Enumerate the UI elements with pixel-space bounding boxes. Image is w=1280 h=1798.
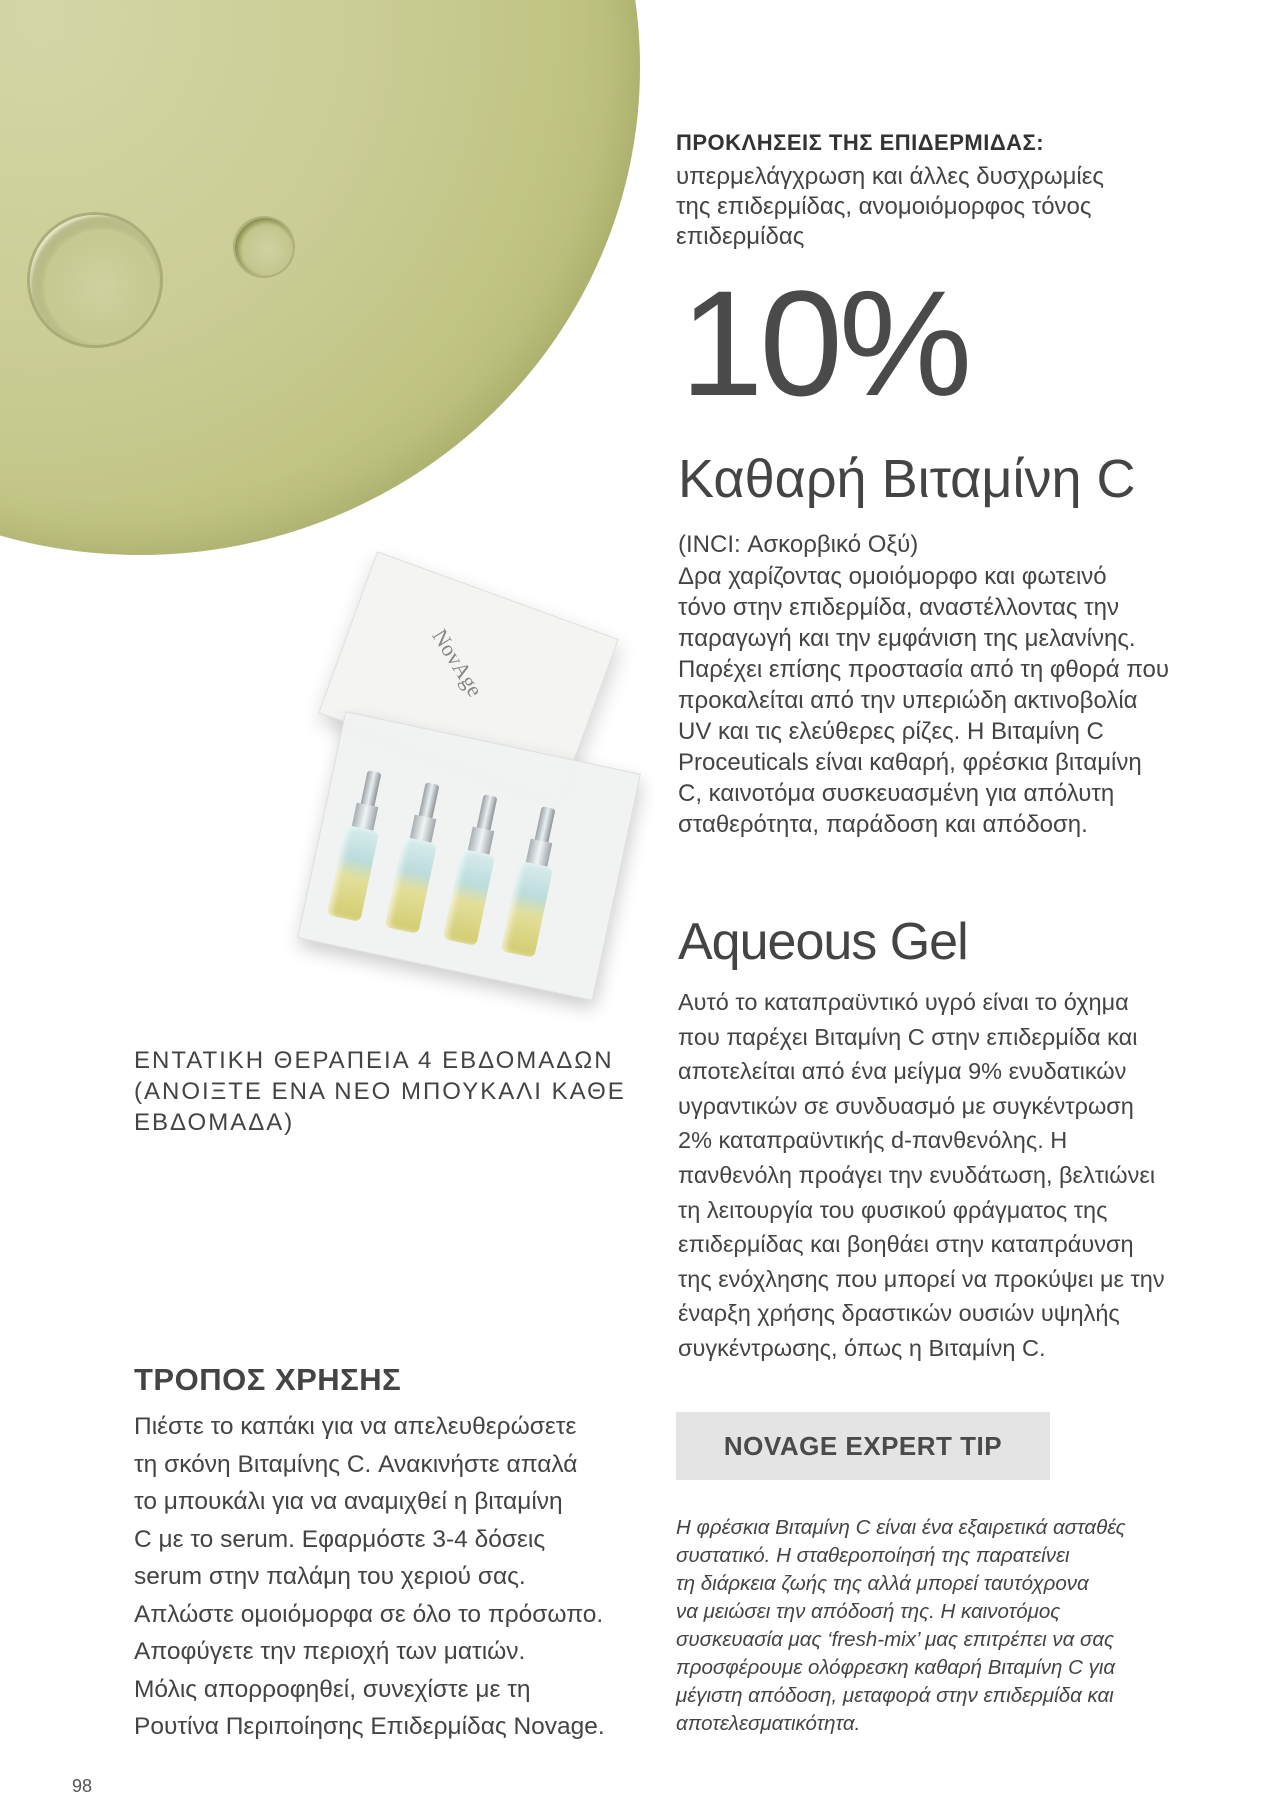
expert-tip-line: προσφέρουμε ολόφρεσκη καθαρή Βιταμίνη C για (676, 1656, 1116, 1679)
treatment-note (134, 1045, 654, 1138)
usage-line: Ρουτίνα Περιποίησης Επιδερμίδας Novage. (134, 1713, 605, 1740)
page-number: 98 (72, 1776, 93, 1796)
challenges-heading: ΠΡΟΚΛΗΣΕΙΣ ΤΗΣ ΕΠΙΔΕΡΜΙΔΑΣ: (676, 130, 1045, 155)
expert-tip-line: αποτελεσματικότητα. (676, 1712, 861, 1735)
treatment-line: (ΑΝΟΙΞΤΕ ΕΝΑ ΝΕΟ ΜΠΟΥΚΑΛΙ ΚΑΘΕ (134, 1078, 626, 1105)
aqueous-gel-line: αποτελείται από ένα μείγμα 9% ενυδατικών (678, 1058, 1127, 1085)
aqueous-gel-line: Αυτό το καταπραϋντικό υγρό είναι το όχημα (678, 989, 1129, 1015)
aqueous-gel-line: της ενόχλησης που μπορεί να προκύψει με την (678, 1265, 1165, 1292)
vitamin-c-line: Proceuticals είναι καθαρή, φρέσκια βιταμίνη (678, 749, 1142, 776)
percent-headline: 10% (680, 259, 969, 427)
treatment-line: ΕΝΤΑΤΙΚΗ ΘΕΡΑΠΕΙΑ 4 ΕΒΔΟΜΑΔΩΝ (134, 1047, 614, 1074)
challenges-line: υπερμελάγχρωση και άλλες δυσχρωμίες (676, 163, 1104, 190)
challenges-line: της επιδερμίδας, ανομοιόμορφος τόνος (676, 193, 1092, 220)
usage-line: Μόλις απορροφηθεί, συνεχίστε με τη (134, 1675, 531, 1703)
usage-line: Απλώστε ομοιόμορφα σε όλο το πρόσωπο. (134, 1600, 604, 1628)
expert-tip-box (676, 1412, 1050, 1480)
aqueous-gel-line: συγκέντρωσης, όπως η Βιταμίνη C. (678, 1334, 1046, 1361)
expert-tip-text (676, 1514, 1196, 1738)
expert-tip-line: Η φρέσκια Βιταμίνη C είναι ένα εξαιρετικά ασταθές (676, 1516, 1126, 1539)
aqueous-gel-line: που παρέχει Βιταμίνη C στην επιδερμίδα και (678, 1023, 1138, 1050)
aqueous-gel-description (678, 985, 1198, 1366)
vitamin-c-line: Δρα χαρίζοντας ομοιόμορφο και φωτεινό (678, 563, 1107, 590)
vitamin-c-line: παραγωγή και την εμφάνιση της μελανίνης. (678, 625, 1136, 652)
vitamin-c-title: Καθαρή Βιταμίνη C (678, 449, 1136, 509)
bubble-small (235, 218, 293, 276)
aqueous-gel-line: πανθενόλη προάγει την ενυδάτωση, βελτιώνει (678, 1161, 1156, 1188)
usage-heading: ΤΡΟΠΟΣ ΧΡΗΣΗΣ (134, 1362, 402, 1397)
vitamin-c-line: Παρέχει επίσης προστασία από τη φθορά που (678, 656, 1170, 683)
product-brand-logo: NovAge (427, 624, 489, 701)
aqueous-gel-line: υγραντικών σε συνδυασμό με συγκέντρωση (678, 1092, 1134, 1119)
expert-tip-line: μέγιστη απόδοση, μεταφορά στην επιδερμίδα και (676, 1684, 1114, 1707)
usage-line: serum στην παλάμη του χεριού σας. (134, 1563, 526, 1590)
aqueous-gel-line: επιδερμίδας και βοηθάει στην καταπράυνση (678, 1231, 1134, 1258)
expert-tip-line: συστατικό. Η σταθεροποίησή της παρατείνει (676, 1544, 1070, 1567)
usage-line: C με το serum. Εφαρμόστε 3-4 δόσεις (134, 1525, 546, 1553)
usage-line: το μπουκάλι για να αναμιχθεί η βιταμίνη (134, 1488, 563, 1515)
expert-tip-line: να μειώσει την απόδοσή της. Η καινοτόμος (676, 1600, 1061, 1623)
expert-tip-line: συσκευασία μας ‘fresh-mix’ μας επιτρέπει να σας (676, 1628, 1115, 1651)
vitamin-c-inci: (INCI: Ασκορβικό Οξύ) (678, 531, 919, 558)
aqueous-gel-line: τη λειτουργία του φυσικού φράγματος της (678, 1196, 1108, 1223)
aqueous-gel-line: έναρξη χρήσης δραστικών ουσιών υψηλής (678, 1300, 1120, 1327)
vitamin-c-description (678, 561, 1198, 840)
bubble-large (30, 215, 160, 345)
challenges-line: επιδερμίδας (676, 223, 805, 250)
treatment-line: ΕΒΔΟΜΑΔΑ) (134, 1109, 295, 1136)
usage-line: τη σκόνη Βιταμίνης C. Ανακινήστε απαλά (134, 1450, 578, 1478)
usage-text (134, 1408, 654, 1746)
vitamin-c-line: προκαλείται από την υπεριώδη ακτινοβολία (678, 687, 1138, 714)
vitamin-c-line: UV και τις ελεύθερες ρίζες. Η Βιταμίνη C (678, 718, 1104, 745)
aqueous-gel-line: 2% καταπραϋντικής d-πανθενόλης. Η (678, 1127, 1068, 1154)
vitamin-c-line: σταθερότητα, παράδοση και απόδοση. (678, 811, 1088, 838)
usage-line: Αποφύγετε την περιοχή των ματιών. (134, 1638, 526, 1665)
aqueous-gel-title: Aqueous Gel (678, 913, 968, 971)
vitamin-c-line: τόνο στην επιδερμίδα, αναστέλλοντας την (678, 594, 1119, 621)
expert-tip-line: τη διάρκεια ζωής της αλλά μπορεί ταυτόχρονα (676, 1572, 1089, 1595)
vitamin-c-line: C, καινοτόμα συσκευασμένη για απόλυτη (678, 780, 1115, 807)
expert-tip-label: NOVAGE EXPERT TIP (723, 1430, 1003, 1461)
challenges-text (676, 162, 1156, 252)
usage-line: Πιέστε το καπάκι για να απελευθερώσετε (134, 1413, 577, 1440)
